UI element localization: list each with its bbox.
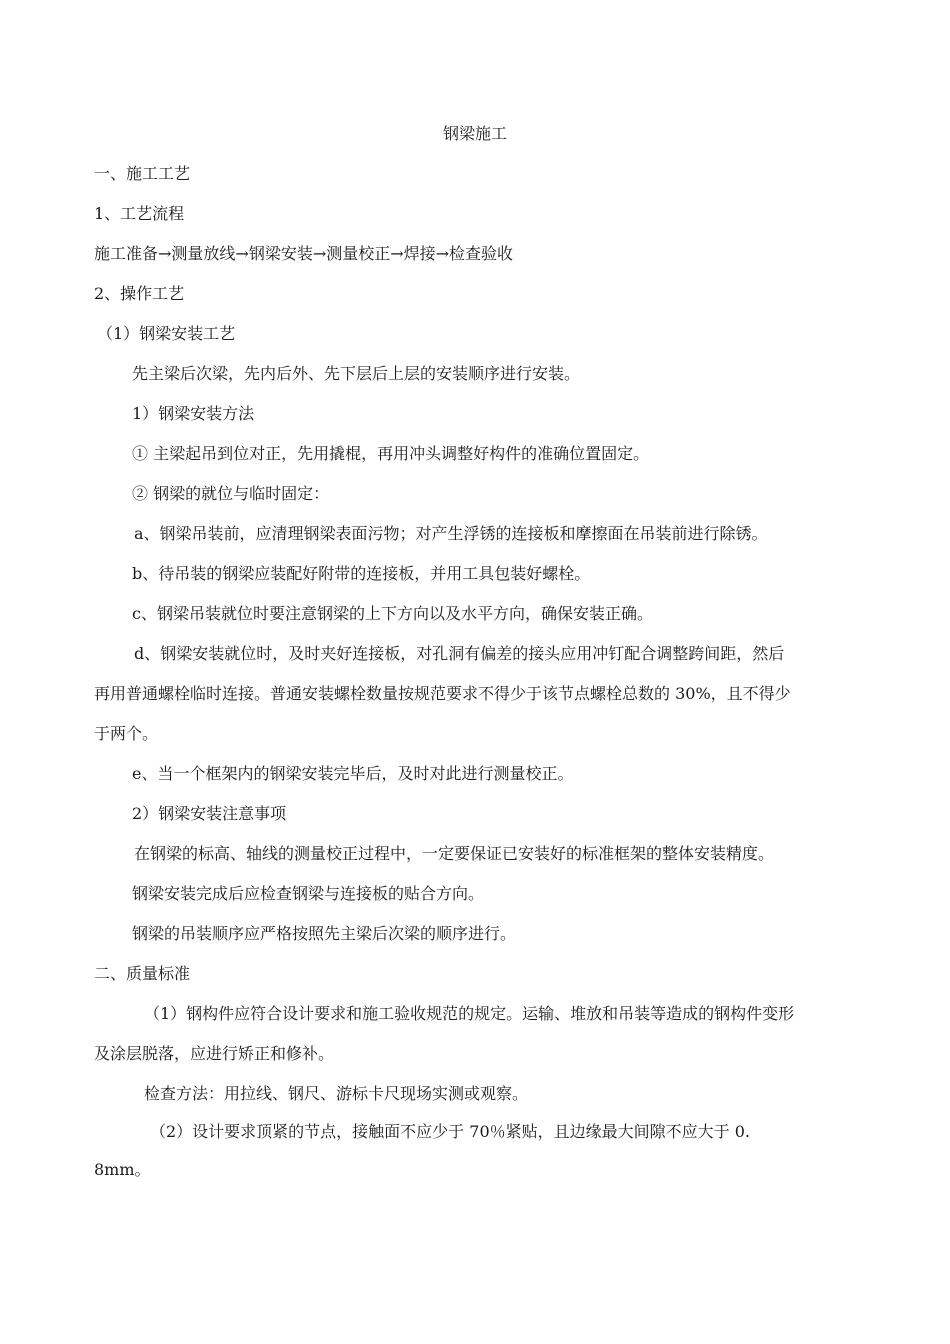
document-title: 钢梁施工 [442,124,507,143]
quality-2-line1: （2）设计要求顶紧的节点，接触面不应少于 70％紧贴，且边缘最大间隙不应大于 0. [150,1122,750,1141]
item-d-line3: 于两个。 [94,724,159,743]
subheading-installation: （1）钢梁安装工艺 [97,324,236,343]
item-b: b、待吊装的钢梁应装配好附带的连接板，并用工具包装好螺栓。 [132,564,591,583]
subheading-operation: 2、操作工艺 [94,284,185,303]
item-e: e、当一个框架内的钢梁安装完毕后，及时对此进行测量校正。 [132,764,574,783]
quality-2-line2: 8mm。 [94,1160,151,1179]
item-a: a、钢梁吊装前，应清理钢梁表面污物；对产生浮锈的连接板和摩擦面在吊装前进行除锈。 [134,524,768,543]
paragraph-order: 先主梁后次梁，先内后外、先下层后上层的安装顺序进行安装。 [132,364,581,383]
note-1: 在钢梁的标高、轴线的测量校正过程中，一定要保证已安装好的标准框架的整体安装精度。 [134,844,775,863]
item-circled-1: ① 主梁起吊到位对正，先用撬棍，再用冲头调整好构件的准确位置固定。 [132,444,650,463]
quality-1-line2: 及涂层脱落，应进行矫正和修补。 [94,1044,335,1063]
item-d-line2: 再用普通螺栓临时连接。普通安装螺栓数量按规范要求不得少于该节点螺栓总数的 30%，且不得少 [94,684,791,703]
section-heading-process: 一、施工工艺 [94,164,191,183]
subheading-workflow: 1、工艺流程 [94,204,185,223]
section-heading-quality: 二、质量标准 [94,964,191,983]
subheading-notes: 2）钢梁安装注意事项 [132,804,287,823]
subheading-method: 1）钢梁安装方法 [132,404,255,423]
item-c: c、钢梁吊装就位时要注意钢梁的上下方向以及水平方向，确保安装正确。 [132,604,653,623]
quality-1-line1: （1）钢构件应符合设计要求和施工验收规范的规定。运输、堆放和吊装等造成的钢构件变形 [144,1004,795,1023]
workflow-text: 施工准备→测量放线→钢梁安装→测量校正→焊接→检查验收 [94,244,514,263]
quality-1-method: 检查方法：用拉线、钢尺、游标卡尺现场实测或观察。 [144,1084,529,1103]
item-circled-2: ② 钢梁的就位与临时固定： [132,484,330,503]
note-3: 钢梁的吊装顺序应严格按照先主梁后次梁的顺序进行。 [132,924,517,943]
item-d-line1: d、钢梁安装就位时，及时夹好连接板，对孔洞有偏差的接头应用冲钉配合调整跨间距，然后 [134,644,785,663]
note-2: 钢梁安装完成后应检查钢梁与连接板的贴合方向。 [132,884,485,903]
